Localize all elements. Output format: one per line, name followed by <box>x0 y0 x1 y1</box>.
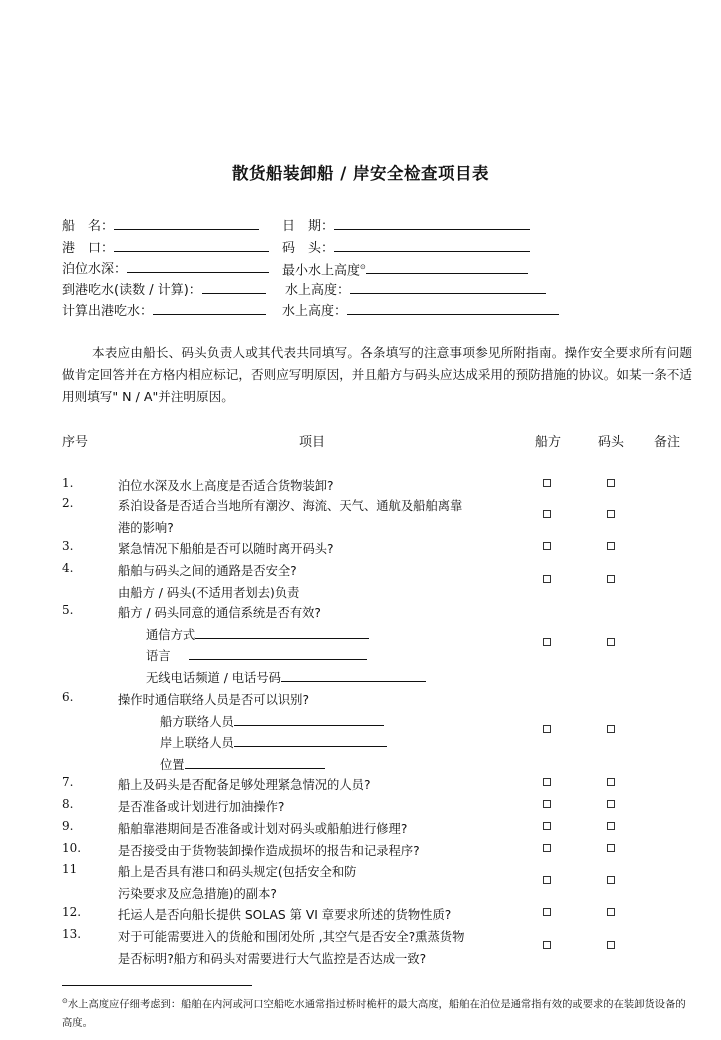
item-number: 10. <box>62 841 82 855</box>
fill-in-label: 船方联络人员 <box>160 714 234 729</box>
item-text: 港的影响? <box>118 520 174 535</box>
terminal-checkbox[interactable] <box>607 575 615 583</box>
item-number: 2. <box>62 496 74 510</box>
fill-in-field <box>160 755 325 773</box>
item-number: 5. <box>62 603 74 617</box>
air-draft-label-1: 水上高度： <box>285 283 351 298</box>
min-air-draft-label: 最小水上高度 <box>282 263 361 279</box>
air-draft-field-1 <box>285 280 546 299</box>
berth-field <box>282 238 530 257</box>
item-text: 船舶与码头之间的通路是否安全? <box>118 564 297 578</box>
footnote-divider <box>62 985 252 986</box>
date-field <box>282 216 530 235</box>
fill-in-blank[interactable] <box>185 756 325 769</box>
departure-draft-label: 计算出港吃水： <box>62 304 154 319</box>
terminal-checkbox[interactable] <box>607 725 615 733</box>
ship-checkbox[interactable] <box>543 575 551 583</box>
item-text: 由船方 / 码头(不适用者划去)负责 <box>118 585 300 600</box>
fill-in-field <box>160 712 384 730</box>
min-air-draft-field <box>282 259 528 279</box>
item-text: 系泊设备是否适合当地所有潮汐、海流、天气、通航及船舶离靠 <box>118 499 463 513</box>
fill-in-blank[interactable] <box>234 734 387 747</box>
departure-draft-blank[interactable] <box>153 301 266 315</box>
item-text: 是否标明?船方和码头对需要进行大气监控是否达成一致? <box>118 951 427 966</box>
terminal-checkbox[interactable] <box>607 479 615 487</box>
fill-in-label: 无线电话频道 / 电话号码 <box>146 670 281 685</box>
ship-checkbox[interactable] <box>543 800 551 808</box>
item-text: 船上及码头是否配备足够处理紧急情况的人员? <box>118 778 371 792</box>
item-text: 船上是否具有港口和码头规定(包括安全和防 <box>118 865 357 879</box>
port-blank[interactable] <box>114 238 269 252</box>
fill-in-label: 通信方式 <box>146 627 196 642</box>
item-text: 紧急情况下船舶是否可以随时离开码头? <box>118 542 334 556</box>
column-seq-header: 序号 <box>62 435 89 450</box>
item-text: 船方 / 码头同意的通信系统是否有效? <box>118 606 321 620</box>
footnote <box>62 992 694 1033</box>
port-field <box>62 238 269 257</box>
arrival-draft-label: 到港吃水(读数 / 计算)： <box>62 283 202 298</box>
terminal-checkbox[interactable] <box>607 822 615 830</box>
item-text: 泊位水深及水上高度是否适合货物装卸? <box>118 479 334 493</box>
air-draft-blank-1[interactable] <box>350 280 546 294</box>
ship-checkbox[interactable] <box>543 725 551 733</box>
date-blank[interactable] <box>334 216 530 230</box>
item-text: 船舶靠港期间是否准备或计划对码头或船舶进行修理? <box>118 822 408 836</box>
terminal-checkbox[interactable] <box>607 510 615 518</box>
column-remarks-header: 备注 <box>654 435 681 450</box>
item-number: 9. <box>62 819 74 833</box>
fill-in-field <box>146 646 367 664</box>
item-text: 操作时通信联络人员是否可以识别? <box>118 693 309 707</box>
ship-checkbox[interactable] <box>543 638 551 646</box>
instructions-paragraph: 本表应由船长、码头负责人或其代表共同填写。各条填写的注意事项参见所附指南。操作安全要求所有问题做肯定回答并在方格内相应标记，否则应写明原因，并且船方与码头应达成采用的预防措施的协议。如某一条不适用则填写" N / A"并注明原因。 <box>62 345 692 404</box>
terminal-checkbox[interactable] <box>607 941 615 949</box>
column-terminal-header: 码头 <box>598 435 625 450</box>
item-number: 4. <box>62 561 74 575</box>
footnote-text: 水上高度应仔细考虑到：船舶在内河或河口空船吃水通常指过桥时桅杆的最大高度，船舶在泊位是通常指有效的或要求的在装卸货设备的高度。 <box>62 998 686 1030</box>
item-number: 1. <box>62 476 74 490</box>
port-label: 港 口： <box>62 241 115 256</box>
footnote-mark-icon: ⊙ <box>360 263 366 271</box>
item-text: 对于可能需要进入的货舱和围闭处所 ,其空气是否安全?熏蒸货物 <box>118 930 465 944</box>
fill-in-blank[interactable] <box>189 647 367 660</box>
fill-in-field <box>146 625 369 643</box>
ship-checkbox[interactable] <box>543 778 551 786</box>
air-draft-field-2 <box>282 301 559 320</box>
ship-checkbox[interactable] <box>543 876 551 884</box>
column-ship-header: 船方 <box>535 435 562 450</box>
air-draft-blank-2[interactable] <box>347 301 559 315</box>
item-number: 13. <box>62 927 82 941</box>
fill-in-label: 位置 <box>160 757 185 772</box>
arrival-draft-blank[interactable] <box>202 280 266 294</box>
terminal-checkbox[interactable] <box>607 778 615 786</box>
date-label: 日 期： <box>282 219 335 234</box>
fill-in-label: 岸上联络人员 <box>160 736 234 750</box>
departure-draft-field <box>62 301 266 320</box>
ship-name-label: 船 名： <box>62 219 115 234</box>
item-number: 12. <box>62 905 82 919</box>
item-number: 6. <box>62 690 74 704</box>
ship-checkbox[interactable] <box>543 822 551 830</box>
fill-in-label: 语言 <box>146 649 171 663</box>
berth-label: 码 头： <box>282 241 335 256</box>
item-number: 8. <box>62 797 74 811</box>
ship-checkbox[interactable] <box>543 479 551 487</box>
column-item-header: 项目 <box>299 435 326 450</box>
air-draft-label-2: 水上高度： <box>282 304 348 319</box>
berth-depth-field <box>62 259 269 278</box>
item-text: 是否准备或计划进行加油操作? <box>118 800 285 814</box>
fill-in-field <box>146 668 426 686</box>
item-text: 托运人是否向船长提供 SOLAS 第 VI 章要求所述的货物性质? <box>118 908 452 922</box>
fill-in-blank[interactable] <box>234 713 384 726</box>
item-text: 是否接受由于货物装卸操作造成损坏的报告和记录程序? <box>118 844 420 858</box>
ship-checkbox[interactable] <box>543 542 551 550</box>
ship-checkbox[interactable] <box>543 510 551 518</box>
item-number: 11 <box>62 862 78 876</box>
berth-depth-label: 泊位水深： <box>62 262 128 277</box>
berth-depth-blank[interactable] <box>127 259 269 273</box>
fill-in-field <box>160 733 387 751</box>
ship-checkbox[interactable] <box>543 908 551 916</box>
ship-checkbox[interactable] <box>543 941 551 949</box>
ship-checkbox[interactable] <box>543 844 551 852</box>
arrival-draft-field <box>62 280 266 299</box>
item-number: 7. <box>62 775 74 789</box>
fill-in-blank[interactable] <box>281 669 426 682</box>
ship-name-field <box>62 216 259 235</box>
item-text: 污染要求及应急措施)的副本? <box>118 886 277 901</box>
terminal-checkbox[interactable] <box>607 844 615 852</box>
berth-blank[interactable] <box>334 238 530 252</box>
ship-name-blank[interactable] <box>114 216 259 230</box>
fill-in-blank[interactable] <box>195 626 369 639</box>
terminal-checkbox[interactable] <box>607 800 615 808</box>
terminal-checkbox[interactable] <box>607 908 615 916</box>
min-air-draft-blank[interactable] <box>366 260 528 274</box>
terminal-checkbox[interactable] <box>607 876 615 884</box>
footnote-mark-icon: ⊙ <box>62 997 68 1005</box>
terminal-checkbox[interactable] <box>607 542 615 550</box>
terminal-checkbox[interactable] <box>607 638 615 646</box>
document-title: 散货船装卸船 / 岸安全检查项目表 <box>231 164 489 183</box>
item-number: 3. <box>62 539 74 553</box>
